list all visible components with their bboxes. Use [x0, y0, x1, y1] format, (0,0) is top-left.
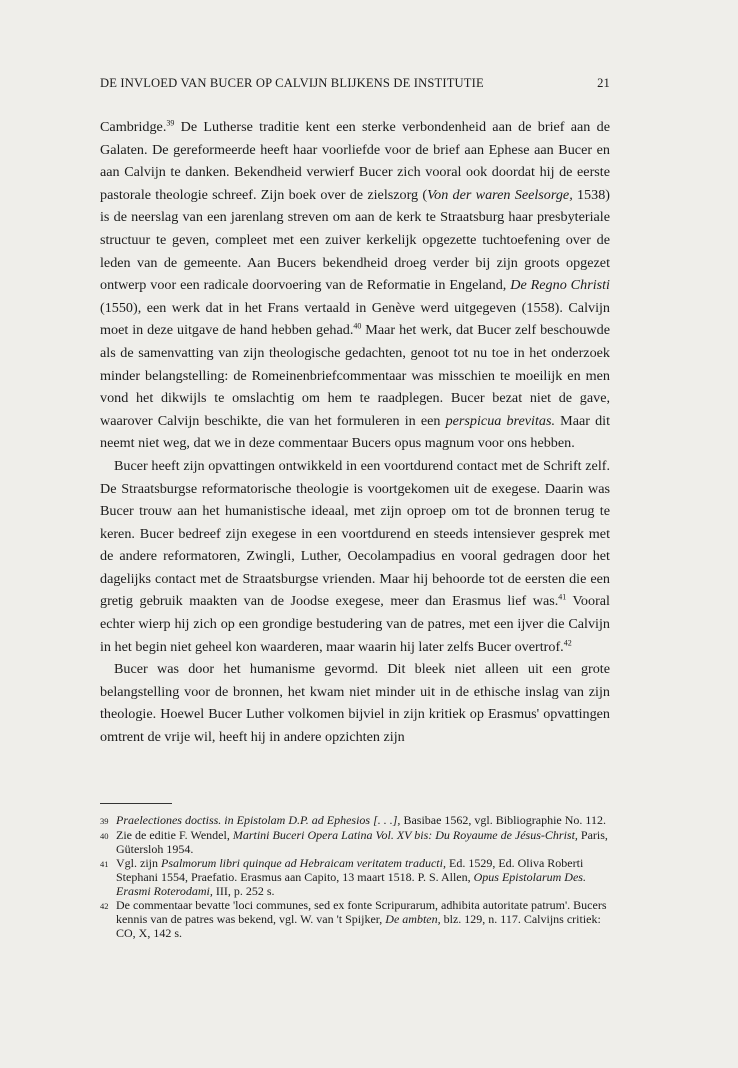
footnote-41: 41 Vgl. zijn Psalmorum libri quinque ad Hebraicam veritatem traducti, Ed. 1529, Ed. Oliva Roberti Stephani 1554, Praefatio. Erasmus aan Capito, 13 maart 1518. P. S. Allen, Opus Epistolarum Des. Erasmi Roterodami, III, p. 252 s. [100, 856, 586, 898]
paragraph-3: Bucer was door het humanisme gevormd. Dit bleek niet alleen uit een grote belangstelling voor de bronnen, het kwam niet minder uit in de ethische inslag van zijn theologie. Hoewel Bucer Luther volkomen bijviel in zijn kritiek op Erasmus' opvattingen omtrent de vrije wil, heeft hij in andere opzichten zijn [100, 661, 610, 746]
body-text [100, 116, 610, 749]
paragraph-2: Bucer heeft zijn opvattingen ontwikkeld in een voortdurend contact met de Schrift zelf. De Straatsburgse reformatorische theologie is voortgekomen uit de exegese. Daarin was Bucer trouw aan het humanistische ideaal, met zijn oproep om tot de bronnen terug te keren. Bucer bedreef zijn exegese in een voortdurend en steeds intensiever gesprek met de andere reformatoren, Zwingli, Luther, Oecolampadius en vooral gedragen door het dagelijks contact met de Straatsburgse vrienden. Maar hij behoorde tot de eersten die een gretig gebruik maakten van de Joodse exegese, meer dan Erasmus lief was.$^{41}$ Vooral echter wierp hij zich op een grondige bestudering van de patres, met een ijver die Calvijn in het begin niet geheel kon waarderen, maar waarin hij later zelfs Bucer overtrof.$^{42}$ [100, 457, 610, 655]
footnote-40: 40 Zie de editie F. Wendel, Martini Buceri Opera Latina Vol. XV bis: Du Royaume de Jésus-Christ, Paris, Gütersloh 1954. [100, 828, 608, 856]
footnote-42: 42 De commentaar bevatte 'loci communes, sed ex fonte Scripurarum, adhibita autoritate patrum'. Bucers kennis van de patres was bekend, vgl. W. van 't Spijker, De ambten, blz. 129, n. 117. Calvijns critiek: CO, X, 142 s. [100, 898, 607, 940]
footnote-39: 39 Praelectiones doctiss. in Epistolam D.P. ad Ephesios [. . .], Basibae 1562, vgl. Bibliographie No. 112. [100, 813, 606, 827]
footnote-ref-42[interactable]: 42 [563, 637, 572, 647]
footnote-ref-39[interactable]: 39 [166, 118, 175, 128]
paragraph-1: Cambridge.$^{39}$ De Lutherse traditie kent een sterke verbondenheid aan de brief aan de Galaten. De gereformeerde heeft haar voorliefde voor de brief aan Ephese aan Bucer en aan Calvijn te danken. Bekendheid verwierf Bucer zich vooral ook doordat hij de eerste pastorale theologie schreef. Zijn boek over de zielszorg (Von der waren Seelsorge, 1538) is de neerslag van een jarenlang streven om aan de kerk te Straatsburg haar presbyteriale structuur te geven, compleet met een zuiver kerkelijk opgezette tuchtoefening over de leden van de gemeente. Aan Bucers bekendheid droeg verder bij zijn groots opgezet ontwerp voor een radicale doorvoering van de Reformatie in Engeland, De Regno Christi (1550), een werk dat in het Frans vertaald in Genève werd uitgegeven (1558). Calvijn moet in deze uitgave de hand hebben gehad.$^{40}$ Maar het werk, dat Bucer zelf beschouwde als de samenvatting van zijn theologische gedachten, genoot tot nu toe in het onderzoek minder belangstelling: de Romeinenbriefcommentaar was misschien te moeilijk en men vond het dikwijls te omslachtig om hem te raadplegen. Bucer bezat niet de gave, waarover Calvijn beschikte, die van het formuleren in een perspicua brevitas. Maar dit neemt niet weg, dat we in deze commentaar Bucers opus magnum voor ons hebben. [100, 118, 610, 452]
footnotes [100, 813, 610, 940]
footnote-ref-41[interactable]: 41 [558, 592, 567, 602]
footnote-divider [100, 803, 172, 804]
footnote-ref-40[interactable]: 40 [353, 321, 362, 331]
running-title: DE INVLOED VAN BUCER OP CALVIJN BLIJKENS DE INSTITUTIE [100, 76, 484, 90]
running-header [100, 76, 610, 91]
page-number: 21 [597, 76, 610, 90]
